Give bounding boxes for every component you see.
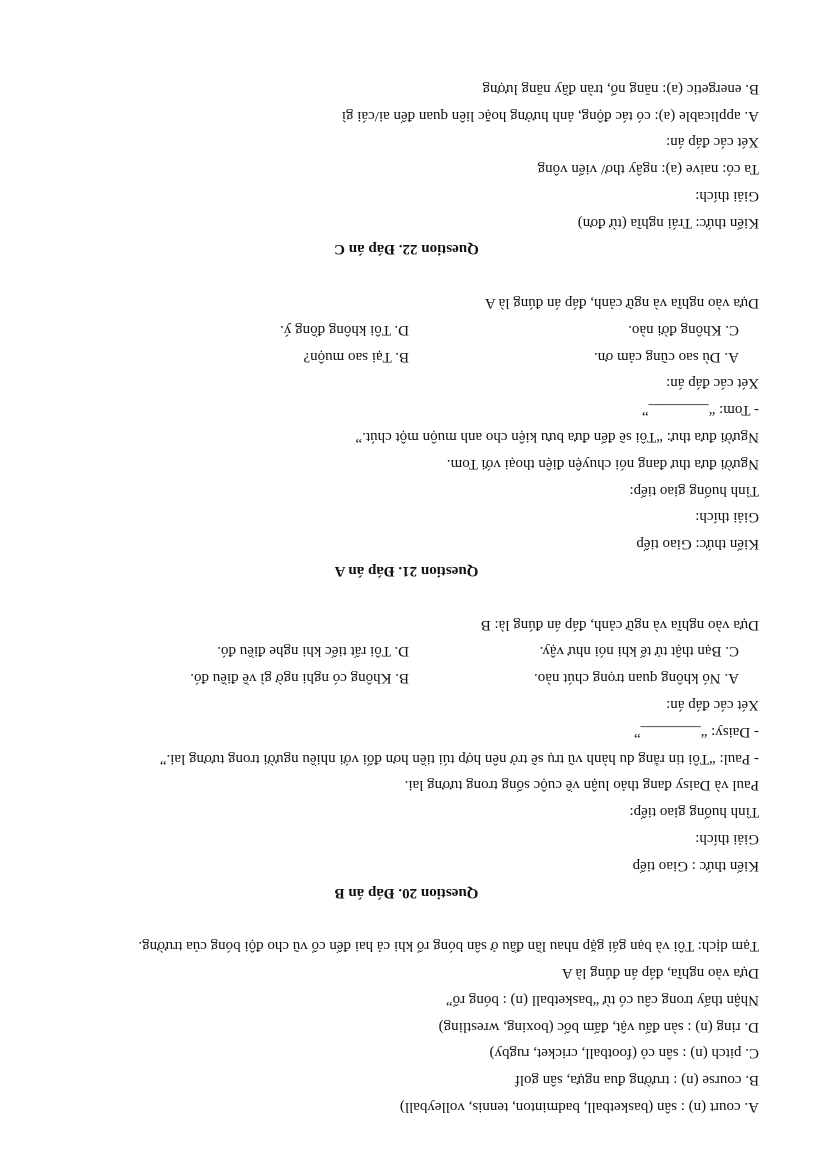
q21-conclusion: Dựa vào nghĩa và ngữ cảnh, đáp án đúng là A — [484, 295, 759, 312]
section-gap — [54, 584, 759, 611]
q21-situation-label: Tình huống giao tiếp: — [629, 482, 759, 499]
q19-translation: Tạm dịch: Tôi và bạn gái gặp nhau lần đầu ở sân bóng rổ khi cả hai đến cổ vũ cho đội bóng của trường. — [138, 938, 759, 955]
q21-explain-label: Giải thích: — [695, 509, 759, 526]
q20-explain-label: Giải thích: — [695, 831, 759, 848]
q20-title: Question 20. Đáp án B — [334, 884, 479, 901]
q21-option-c: C. Không đời nào. — [628, 321, 739, 338]
q20-conclusion: Dựa vào nghĩa và ngữ cảnh, đáp án đúng là: B — [480, 616, 759, 633]
q20-option-a: A. Nó không quan trọng chút nào. — [534, 670, 739, 687]
q19-option-a: A. court (n) : sân (basketball, badminton, tennis, volleyball) — [399, 1099, 759, 1115]
q20-option-d: D. Tôi rất tiếc khi nghe điều đó. — [217, 643, 409, 660]
q20-options-row-1 — [54, 664, 759, 691]
q21-line-tom: - Tom: “________” — [642, 402, 759, 419]
q21-options-row-1 — [54, 343, 759, 370]
q21-option-d: D. Tôi không đồng ý. — [280, 321, 409, 338]
q20-line-paul: - Paul: “Tôi tin rằng du hành vũ trụ sẽ trở nên hợp túi tiền hơn đối với nhiều người trong tương lai.” — [159, 750, 759, 767]
q21-options-label: Xét các đáp án: — [666, 375, 759, 392]
q20-option-c: C. Bạn thật tử tế khi nói như vậy. — [539, 643, 739, 660]
q19-note: Nhận thấy trong câu có từ “basketball (n) : bóng rổ” — [445, 991, 759, 1008]
q20-knowledge: Kiến thức : Giao tiếp — [632, 857, 759, 874]
q20-situation: Paul và Daisy đang thảo luận về cuộc sống trong tương lai. — [404, 777, 759, 794]
q20-option-b: B. Không có nghi ngờ gì về điều đó. — [190, 670, 409, 687]
q22-option-b: B. energetic (a): năng nổ, tràn đầy năng lượng — [482, 80, 759, 97]
q21-options-row-2 — [54, 316, 759, 343]
q21-situation: Người đưa thư đang nói chuyện điện thoại với Tom. — [446, 455, 759, 472]
document-content — [54, 75, 759, 1120]
q21-option-a: A. Dù sao cũng cảm ơn. — [594, 348, 739, 365]
q22-explain-label: Giải thích: — [695, 187, 759, 204]
q21-knowledge: Kiến thức: Giao tiếp — [636, 536, 759, 553]
q19-option-b: B. course (n) : trường đua ngựa, sân golf — [514, 1072, 759, 1089]
q20-line-daisy: - Daisy: “________” — [634, 723, 759, 740]
q19-option-d: D. ring (n) : sàn đấu vật, đấm bốc (boxing, wrestling) — [438, 1018, 759, 1035]
q20-options-row-2 — [54, 638, 759, 665]
q21-line-postman: Người đưa thư: “Tôi sẽ đến đưa bưu kiện cho anh muộn một chút.” — [355, 429, 759, 446]
q22-have: Ta có: naive (a): ngây thơ/ viển vông — [537, 161, 759, 178]
q20-options-label: Xét các đáp án: — [666, 697, 759, 714]
section-gap — [54, 263, 759, 290]
q22-title: Question 22. Đáp án C — [334, 241, 479, 258]
q22-knowledge: Kiến thức: Trái nghĩa (từ đơn) — [577, 214, 759, 231]
section-gap — [54, 906, 759, 933]
q22-options-label: Xét các đáp án: — [666, 134, 759, 151]
q21-title: Question 21. Đáp án A — [334, 563, 479, 580]
q22-option-a: A. applicable (a): có tác động, ảnh hưởng hoặc liên quan đến ai/cái gì — [341, 107, 759, 124]
q21-option-b: B. Tại sao muộn? — [303, 348, 409, 365]
q19-option-c: C. pitch (n) : sân cỏ (football, cricket, rugby) — [489, 1045, 759, 1062]
q20-situation-label: Tình huống giao tiếp: — [629, 804, 759, 821]
q19-conclusion: Dựa vào nghĩa, đáp án đúng là A — [561, 965, 759, 982]
